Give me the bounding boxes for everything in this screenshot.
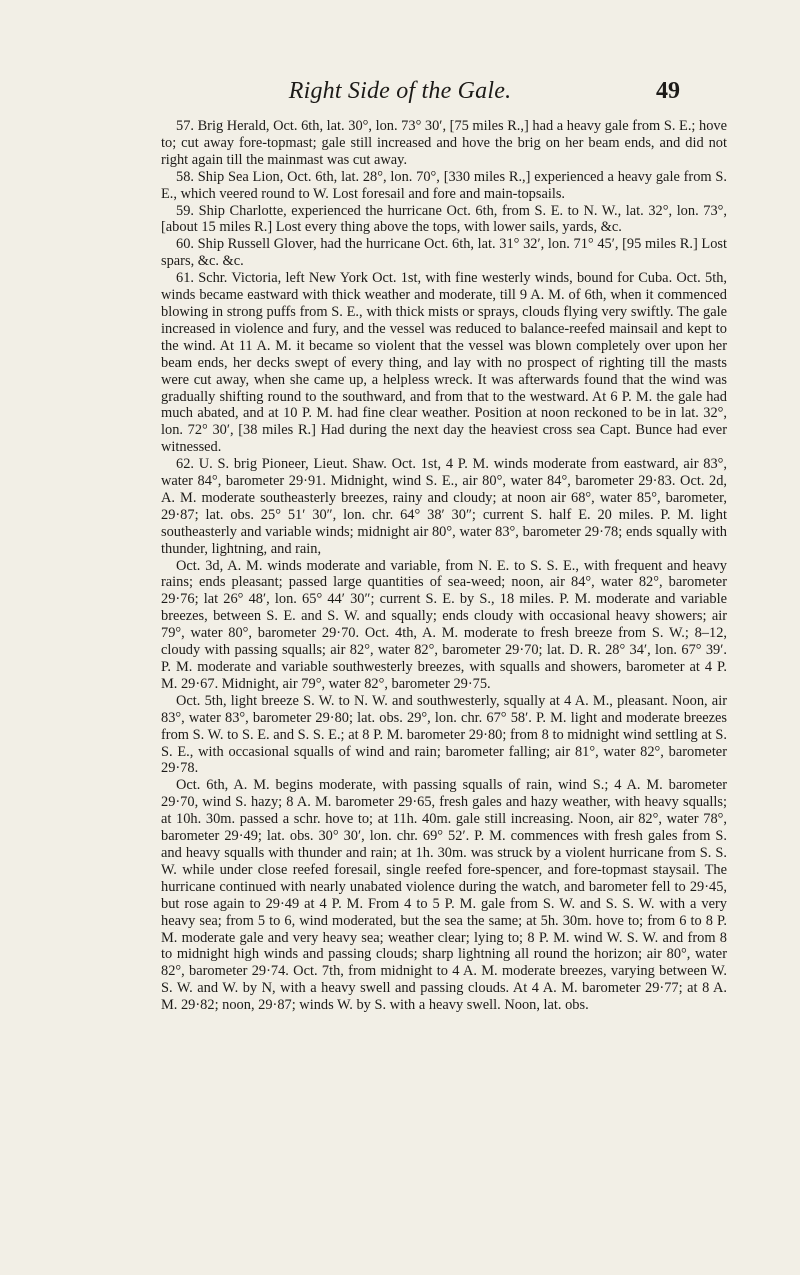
page-number: 49: [656, 78, 680, 104]
running-title: Right Side of the Gale.: [288, 78, 512, 104]
paragraph: 62. U. S. brig Pioneer, Lieut. Shaw. Oct. 1st, 4 P. M. winds moderate from eastward, air 83°, water 84°, barometer 29·91. Midnight, wind S. E., air 80°, water 84°, barometer 29·83. Oct. 2d, A. M. moderate southeasterly breezes, rainy and cloudy; at noon air 68°, water 85°, barometer, 29·87; lat. obs. 25° 51′ 30″, lon. chr. 64° 38′ 30″; current S. half E. 20 miles. P. M. light southeasterly and variable winds; midnight air 80°, water 83°, barometer 29·78; ends squally with thunder, lightning, and rain,: [161, 456, 727, 557]
paragraph: 60. Ship Russell Glover, had the hurricane Oct. 6th, lat. 31° 32′, lon. 71° 45′, [95 miles R.] Lost spars, &c. &c.: [161, 236, 727, 270]
paragraph: 61. Schr. Victoria, left New York Oct. 1st, with fine westerly winds, bound for Cuba. Oct. 5th, winds became eastward with thick weather and moderate, till 9 A. M. of 6th, when it commenced blowing in strong puffs from S. E., with thick mists or sprays, clouds flying very swiftly. The gale increased in violence and fury, and the vessel was reduced to balance-reefed mainsail and kept to the wind. At 11 A. M. it became so violent that the vessel was blown completely over upon her beam ends, her decks swept of every thing, and lay with no prospect of righting till the masts were cut away, when she came up, a helpless wreck. It was afterwards found that the wind was gradually shifting round to the southward, and from that to the westward. At 6 P. M. the gale had much abated, and at 10 P. M. had fine clear weather. Position at noon reckoned to be in lat. 32°, lon. 72° 30′, [38 miles R.] Had during the next day the heaviest cross sea Capt. Bunce had ever witnessed.: [161, 270, 727, 456]
paragraph: Oct. 3d, A. M. winds moderate and variable, from N. E. to S. S. E., with frequent and heavy rains; ends pleasant; passed large quantities of sea-weed; noon, air 84°, water 82°, barometer 29·76; lat 26° 48′, lon. 65° 44′ 30″; current S. E. by S., 18 miles. P. M. moderate and variable breezes, between S. E. and S. W. and squally; ends cloudy with occasional heavy showers; air 79°, water 80°, barometer 29·70. Oct. 4th, A. M. moderate to fresh breeze from S. W.; 8–12, cloudy with passing squalls; air 82°, water 82°, barometer 29·70; lat. D. R. 28° 34′, lon. 67° 39′. P. M. moderate and variable southwesterly breezes, with squalls and showers, barometer at 4 P. M. 29·67. Midnight, air 79°, water 82°, barometer 29·75.: [161, 557, 727, 692]
paragraph: Oct. 5th, light breeze S. W. to N. W. and southwesterly, squally at 4 A. M., pleasant. Noon, air 83°, water 83°, barometer 29·80; lat. obs. 29°, lon. chr. 67° 58′. P. M. light and moderate breezes from S. W. to S. E. and S. S. E.; at 8 P. M. barometer 29·80; from 8 to midnight wind settling at S. S. E., with occasional squalls of wind and rain; barometer falling; air 81°, water 82°, barometer 29·78.: [161, 692, 727, 777]
page-header: [120, 78, 680, 105]
paragraph: 59. Ship Charlotte, experienced the hurricane Oct. 6th, from S. E. to N. W., lat. 32°, lon. 73°, [about 15 miles R.] Lost every thing above the tops, with lower sails, yards, &c.: [161, 202, 727, 236]
body-text: [161, 118, 727, 1014]
paragraph: 57. Brig Herald, Oct. 6th, lat. 30°, lon. 73° 30′, [75 miles R.,] had a heavy gale from S. E.; hove to; cut away fore-topmast; gale still increased and hove the brig on her beam ends, and did not right again till the mainmast was cut away.: [161, 118, 728, 168]
paragraph: 58. Ship Sea Lion, Oct. 6th, lat. 28°, lon. 70°, [330 miles R.,] experienced a heavy gale from S. E., which veered round to W. Lost foresail and fore and main-topsails.: [161, 168, 727, 202]
paragraph: Oct. 6th, A. M. begins moderate, with passing squalls of rain, wind S.; 4 A. M. barometer 29·70, wind S. hazy; 8 A. M. barometer 29·65, fresh gales and hazy weather, with heavy squalls; at 10h. 30m. passed a schr. hove to; at 11h. 40m. gale still increasing. Noon, air 82°, water 78°, barometer 29·49; lat. obs. 30° 30′, lon. chr. 69° 52′. P. M. commences with fresh gales from S. and heavy squalls with thunder and rain; at 1h. 30m. was struck by a violent hurricane from S. S. W. while under close reefed foresail, single reefed fore-spencer, and fore-topmast staysail. The hurricane continued with nearly unabated violence during the watch, and barometer fell to 29·45, but rose again to 29·49 at 4 P. M. From 4 to 5 P. M. gale from S. W. and S. S. W. with a very heavy sea; from 5 to 6, wind moderated, but the sea the same; at 5h. 30m. hove to; from 6 to 8 P. M. moderate gale and very heavy sea; weather clear; lying to; 8 P. M. wind W. S. W. and from 8 to midnight high winds and passing clouds; sharp lightning all round the horizon; air 80°, water 82°, barometer 29·74. Oct. 7th, from midnight to 4 A. M. moderate breezes, varying between W. S. W. and W. by N, with a heavy swell and passing clouds. At 4 A. M. barometer 29·77; at 8 A. M. 29·82; noon, 29·87; winds W. by S. with a heavy swell. Noon, lat. obs.: [161, 777, 727, 1014]
